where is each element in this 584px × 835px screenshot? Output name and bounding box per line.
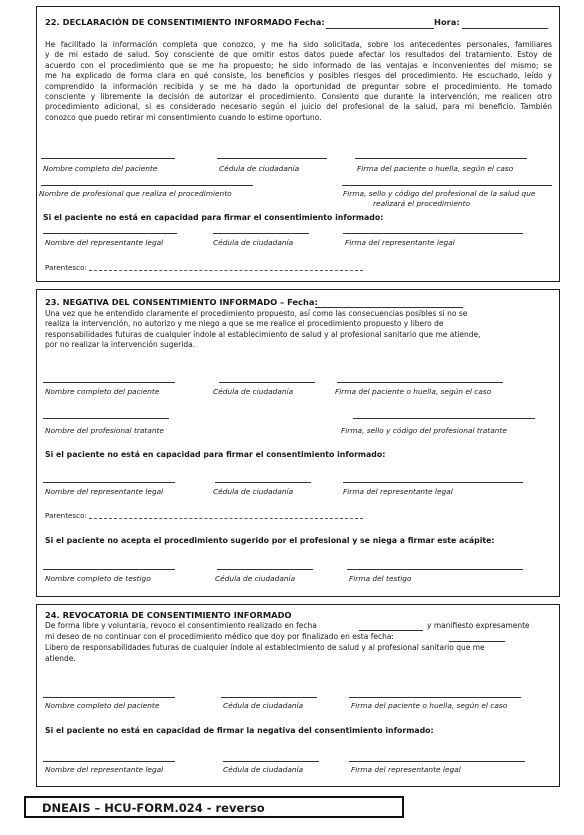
representative-id-label: Cédula de ciudadanía (223, 765, 304, 774)
patient-name-label: Nombre completo del paciente (45, 701, 160, 710)
representative-id-field[interactable] (213, 233, 309, 234)
patient-id-field[interactable] (217, 158, 327, 159)
representative-signature-label: Firma del representante legal (343, 487, 453, 496)
form-code-box (24, 796, 404, 818)
revocation-text-4: atiende. (45, 654, 76, 663)
revocation-text-1b: y manifiesto expresamente (427, 621, 530, 630)
representative-name-field[interactable] (43, 482, 175, 483)
witness-id-label: Cédula de ciudadanía (215, 574, 296, 583)
incapacity-heading: Si el paciente no está en capacidad para firmar el consentimiento informado: (45, 450, 386, 459)
representative-signature-label: Firma del representante legal (345, 238, 455, 247)
section-title: 24. REVOCATORIA DE CONSENTIMIENTO INFORMADO (45, 610, 292, 620)
patient-name-field[interactable] (43, 382, 175, 383)
witness-signature-label: Firma del testigo (349, 574, 412, 583)
patient-id-label: Cédula de ciudadanía (219, 164, 300, 173)
representative-id-field[interactable] (215, 482, 311, 483)
patient-id-label: Cédula de ciudadanía (223, 701, 304, 710)
incapacity-heading: Si el paciente no está en capacidad de firmar la negativa del consentimiento informado: (45, 726, 434, 735)
section-consent-revocation (36, 604, 560, 787)
witness-id-field[interactable] (217, 569, 313, 570)
revocation-text-1a: De forma libre y voluntaria, revoco el consentimiento realizado en fecha (45, 621, 317, 630)
representative-signature-label: Firma del representante legal (351, 765, 461, 774)
professional-name-label: Nombre de profesional que realiza el procedimiento (39, 189, 232, 198)
representative-name-field[interactable] (43, 761, 175, 762)
patient-id-field[interactable] (219, 382, 315, 383)
representative-id-label: Cédula de ciudadanía (213, 487, 294, 496)
incapacity-heading: Si el paciente no está en capacidad para firmar el consentimiento informado: (43, 213, 384, 222)
form-code: DNEAIS – HCU-FORM.024 - reverso (42, 801, 265, 815)
professional-signature-label-2: realizará el procedimiento (373, 199, 471, 208)
representative-name-label: Nombre del representante legal (45, 238, 164, 247)
section-consent-refusal (36, 289, 560, 597)
date-field[interactable] (326, 28, 434, 29)
representative-signature-field[interactable] (343, 482, 523, 483)
representative-id-label: Cédula de ciudadanía (213, 238, 294, 247)
patient-signature-label: Firma del paciente o huella, según el caso (335, 387, 492, 396)
section-title: 22. DECLARACIÓN DE CONSENTIMIENTO INFORMADO (45, 17, 292, 27)
relationship-label: Parentesco: (45, 263, 87, 272)
date-field[interactable] (315, 307, 463, 308)
patient-name-field[interactable] (41, 158, 175, 159)
consent-paragraph: He facilitado la información completa que conozco, y me ha sido solicitada, sobre los antecedentes personales, familiares y de mi estado de salud. Soy consciente de que omitir estos datos puede afectar los resultados del tratamiento. Estoy de acuerdo con el procedimiento que se me ha propuesto; he sido informado de las ventajas e inconvenientes del mismo; se me ha explicado de forma clara en qué consiste, los beneficios y posibles riesgos del procedimiento. He escuchado, leído y comprendido la información recibida y se me ha dado la oportunidad de preguntar sobre el procedimiento. He tomado consciente y libremente la decisión de autorizar el procedimiento. Consiento que durante la intervención, me realicen otro procedimiento adicional, si es considerado necesario según el juicio del profesional de la salud, para mi beneficio. También conozco que puedo retirar mi consentimiento cuando lo estime oportuno. (45, 40, 552, 122)
relationship-field[interactable] (89, 518, 363, 519)
refusal-heading: Si el paciente no acepta el procedimiento sugerido por el profesional y se niega a firmar este acápite: (45, 536, 495, 545)
section-consent-declaration (36, 6, 560, 282)
end-date-field[interactable] (449, 641, 505, 642)
patient-signature-field[interactable] (349, 697, 521, 698)
relationship-field[interactable] (89, 270, 363, 271)
representative-id-field[interactable] (223, 761, 319, 762)
patient-signature-field[interactable] (355, 158, 527, 159)
representative-name-field[interactable] (43, 233, 177, 234)
professional-signature-label: Firma, sello y código del profesional de la salud que (343, 189, 536, 198)
time-label: Hora: (434, 17, 460, 27)
professional-signature-field[interactable] (342, 185, 552, 186)
representative-signature-field[interactable] (349, 761, 525, 762)
witness-name-label: Nombre completo de testigo (45, 574, 151, 583)
representative-signature-field[interactable] (343, 233, 523, 234)
professional-name-field[interactable] (41, 185, 253, 186)
witness-name-field[interactable] (43, 569, 175, 570)
revocation-date-field[interactable] (359, 630, 423, 631)
professional-name-field[interactable] (43, 418, 169, 419)
patient-name-field[interactable] (43, 697, 175, 698)
revocation-text-3: Libero de responsabilidades futuras de cualquier índole al establecimiento de salud y al profesional sanitario que me (45, 643, 485, 652)
representative-name-label: Nombre del representante legal (45, 765, 164, 774)
patient-signature-label: Firma del paciente o huella, según el caso (351, 701, 508, 710)
time-field[interactable] (462, 28, 548, 29)
professional-signature-label: Firma, sello y código del profesional tratante (341, 426, 507, 435)
patient-signature-field[interactable] (337, 382, 503, 383)
professional-signature-field[interactable] (353, 418, 535, 419)
witness-signature-field[interactable] (347, 569, 523, 570)
professional-name-label: Nombre del profesional tratante (45, 426, 164, 435)
patient-id-field[interactable] (221, 697, 317, 698)
patient-name-label: Nombre completo del paciente (45, 387, 160, 396)
revocation-text-2: mi deseo de no continuar con el procedimiento médico que doy por finalizado en esta fecha: (45, 632, 394, 641)
refusal-paragraph: Una vez que he entendido claramente el procedimiento propuesto, así como las consecuencias posibles si no se realiza la intervención, no autorizo y me niego a que se me realice el procedimiento propuesto y libero de responsabilidades futuras de cualquier índole al establecimiento de salud y al profesional sanitario que me atiende, por no realizar la intervención sugerida. (45, 309, 481, 350)
patient-name-label: Nombre completo del paciente (43, 164, 158, 173)
section-title: 23. NEGATIVA DEL CONSENTIMIENTO INFORMADO – Fecha: (45, 297, 318, 307)
relationship-label: Parentesco: (45, 511, 87, 520)
date-label: Fecha: (294, 17, 325, 27)
patient-id-label: Cédula de ciudadanía (213, 387, 294, 396)
patient-signature-label: Firma del paciente o huella, según el caso (357, 164, 514, 173)
representative-name-label: Nombre del representante legal (45, 487, 164, 496)
